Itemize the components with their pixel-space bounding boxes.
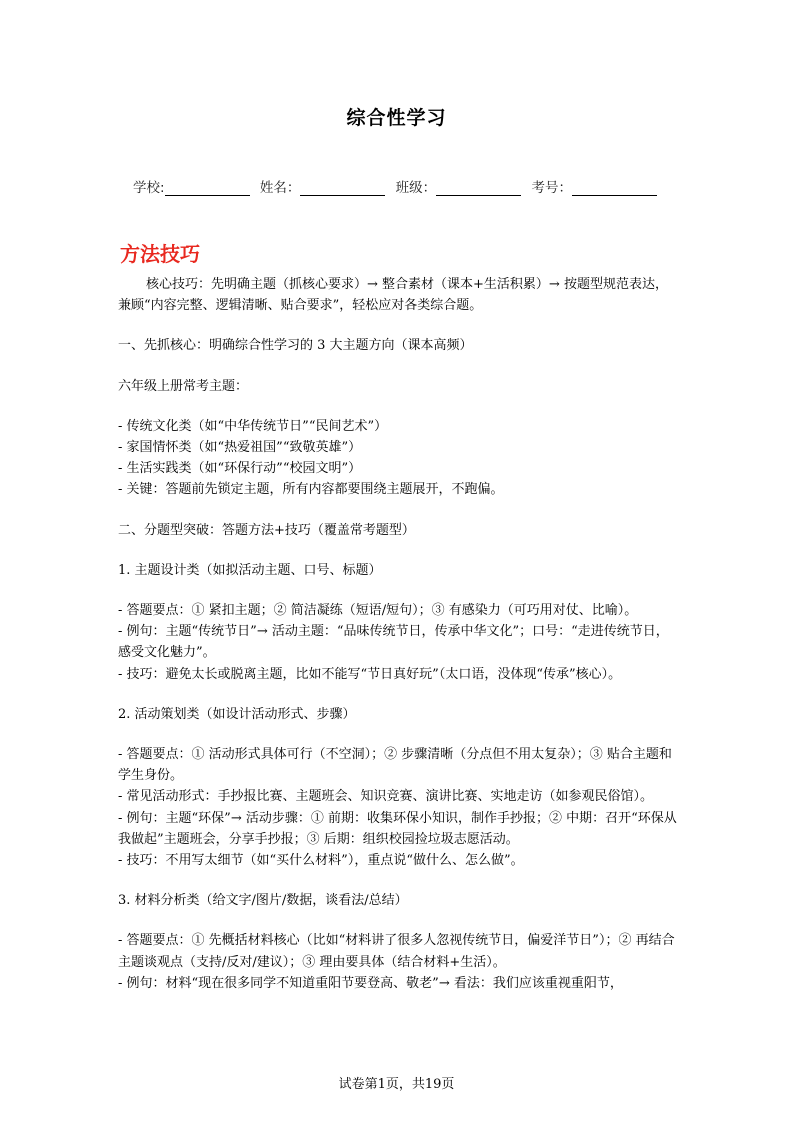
part-one-heading: 一、先抓核心：明确综合性学习的 3 大主题方向（课本高频）: [118, 338, 473, 354]
list-item: - 答题要点：① 活动形式具体可行（不空洞）；② 步骤清晰（分点但不用太复杂）；③ 贴合主题和学生身份。: [118, 747, 672, 784]
subsection-heading: 3. 材料分析类（给文字/图片/数据，谈看法/总结）: [118, 893, 408, 909]
student-info-row: [133, 176, 693, 196]
list-item: - 家国情怀类（如“热爱祖国”“致敬英雄”）: [118, 440, 362, 456]
class-blank[interactable]: [436, 181, 521, 196]
subsection-heading: 2. 活动策划类（如设计活动形式、步骤）: [118, 706, 356, 722]
section-heading: 方法技巧: [120, 242, 200, 266]
intro-paragraph: 核心技巧：先明确主题（抓核心要求）→ 整合素材（课本+生活积累）→ 按题型规范表达，兼顾“内容完整、逻辑清晰、贴合要求”，轻松应对各类综合题。: [118, 277, 668, 314]
list-item: - 例句：主题“传统节日”→ 活动主题：“品味传统节日，传承中华文化”；口号：“走进传统节日，感受文化魅力”。: [118, 624, 669, 661]
paragraph: 六年级上册常考主题：: [118, 378, 249, 394]
document-body: [118, 274, 678, 994]
part-two-heading: 二、分题型突破：答题方法+技巧（覆盖常考题型）: [118, 522, 415, 538]
document-title: 综合性学习: [346, 107, 447, 129]
list-item: - 例句：主题“环保”→ 活动步骤：① 前期：收集环保小知识，制作手抄报；② 中期：召开“环保从我做起”主题班会，分享手抄报；③ 后期：组织校园捡垃圾志愿活动。: [118, 810, 677, 847]
list-item: - 技巧：避免太长或脱离主题，比如不能写“节日真好玩”（太口语，没体现“传承”核心）。: [118, 666, 622, 682]
class-label: 班级：: [395, 180, 437, 196]
name-label: 姓名：: [259, 180, 301, 196]
subsection-heading: 1. 主题设计类（如拟活动主题、口号、标题）: [118, 562, 382, 578]
exam-number-label: 考号：: [531, 180, 572, 196]
school-blank[interactable]: [165, 181, 250, 196]
list-item: - 关键：答题前先锁定主题，所有内容都要围绕主题展开，不跑偏。: [118, 482, 504, 498]
exam-number-blank[interactable]: [572, 181, 657, 196]
list-item: - 常见活动形式：手抄报比赛、主题班会、知识竞赛、演讲比赛、实地走访（如参观民俗馆）。: [118, 789, 654, 805]
name-blank[interactable]: [300, 181, 385, 196]
list-item: - 传统文化类（如“中华传统节日”“民间艺术”）: [118, 418, 388, 434]
page-footer: 试卷第1页，共19页: [338, 1077, 455, 1092]
list-item: - 生活实践类（如“环保行动”“校园文明”）: [118, 461, 362, 477]
list-item: - 答题要点：① 紧扣主题；② 简洁凝练（短语/短句）；③ 有感染力（可巧用对仗、比喻）。: [118, 603, 638, 619]
list-item: - 答题要点：① 先概括材料核心（比如“材料讲了很多人忽视传统节日，偏爱洋节日”）；② 再结合主题谈观点（支持/反对/建议）；③ 理由要具体（结合材料+生活）。: [118, 933, 675, 970]
list-item: - 例句：材料“现在很多同学不知道重阳节要登高、敬老”→ 看法：我们应该重视重阳节，: [118, 975, 623, 991]
list-item: - 技巧：不用写太细节（如“买什么材料”），重点说“做什么、怎么做”。: [118, 853, 524, 869]
school-label: 学校:: [133, 180, 165, 196]
